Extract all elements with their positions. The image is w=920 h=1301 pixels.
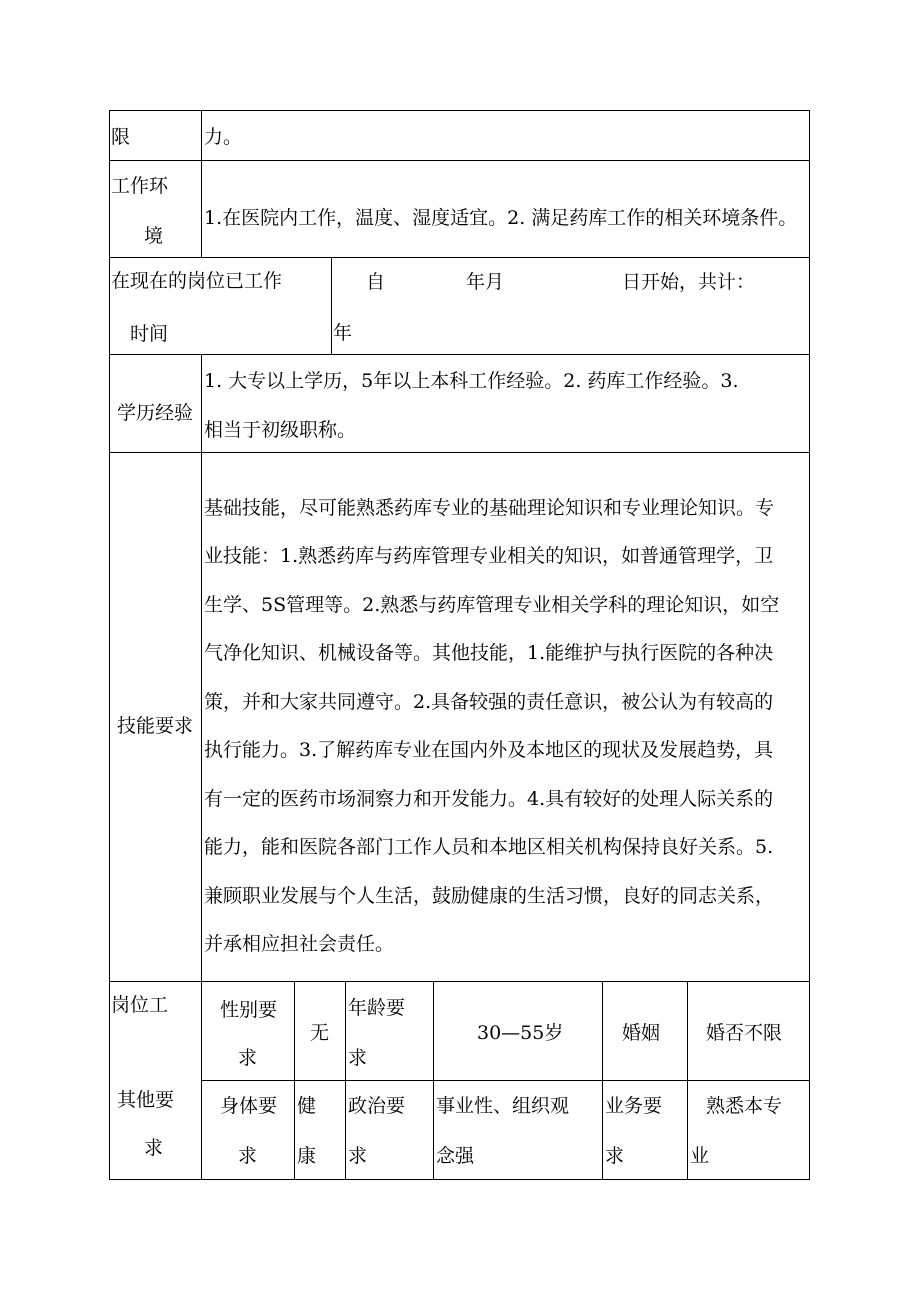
political-value-line1: 事业性、组织观	[436, 1095, 570, 1117]
skill-line: 有一定的医药市场洞察力和开发能力。4.具有较好的处理人际关系的	[204, 788, 774, 810]
skill-line: 生学、5S管理等。2.熟悉与药库管理专业相关学科的理论知识，如空	[204, 594, 780, 616]
skill-line: 执行能力。3.了解药库专业在国内外及本地区的现状及发展趋势，具	[204, 739, 774, 761]
skill-line: 策，并和大家共同遵守。2.具备较强的责任意识，被公认为有较高的	[204, 691, 774, 713]
env-label-line2: 境	[144, 225, 164, 247]
env-value: 1.在医院内工作，温度、湿度适宜。2. 满足药库工作的相关环境条件。	[204, 207, 798, 229]
edu-value-line1: 1. 大专以上学历，5年以上本科工作经验。2. 药库工作经验。3.	[204, 370, 739, 392]
time-year-month: 年月	[466, 271, 505, 293]
health-req-line2: 求	[238, 1145, 258, 1167]
age-req-line2: 求	[348, 1047, 368, 1069]
limit-value-cell	[201, 110, 810, 161]
gender-value: 无	[310, 1022, 330, 1044]
skill-line: 并承相应担社会责任。	[204, 933, 395, 955]
skill-label: 技能要求	[117, 715, 194, 737]
time-label-line1: 在现在的岗位已工作	[111, 270, 283, 292]
time-label-line2: 时间	[130, 323, 169, 345]
env-label-line1: 工作环	[111, 175, 169, 197]
health-value-line2: 康	[297, 1145, 317, 1167]
gender-req-line1: 性别要	[220, 999, 278, 1021]
other-label-line1: 岗位工	[111, 994, 169, 1016]
age-value: 30—55岁	[477, 1022, 564, 1044]
skill-line: 基础技能，尽可能熟悉药库专业的基础理论知识和专业理论知识。专	[204, 497, 775, 519]
skill-line: 业技能：1.熟悉药库与药库管理专业相关的知识，如普通管理学，卫	[204, 545, 774, 567]
limit-label: 限	[111, 126, 131, 148]
business-req-line1: 业务要	[605, 1095, 663, 1117]
political-value-line2: 念强	[436, 1145, 475, 1167]
health-req-line1: 身体要	[220, 1095, 278, 1117]
skill-line: 气净化知识、机械设备等。其他技能，1.能维护与执行医院的各种决	[204, 642, 774, 664]
political-req-line1: 政治要	[348, 1095, 406, 1117]
other-label-line3: 求	[144, 1137, 164, 1159]
edu-label: 学历经验	[117, 402, 194, 424]
marriage-label: 婚姻	[622, 1022, 661, 1044]
health-value-line1: 健	[297, 1095, 317, 1117]
other-label-line2: 其他要	[117, 1089, 175, 1111]
limit-value: 力。	[204, 126, 243, 148]
time-from: 自	[366, 271, 386, 293]
age-req-line1: 年龄要	[348, 997, 406, 1019]
marriage-value: 婚否不限	[706, 1022, 783, 1044]
business-value-line1: 熟悉本专	[706, 1095, 783, 1117]
skill-line: 兼顾职业发展与个人生活，鼓励健康的生活习惯，良好的同志关系，	[204, 885, 775, 907]
gender-req-line2: 求	[238, 1047, 258, 1069]
political-req-line2: 求	[348, 1145, 368, 1167]
skill-line: 能力，能和医院各部门工作人员和本地区相关机构保持良好关系。5.	[204, 836, 774, 858]
time-year: 年	[333, 322, 353, 344]
business-req-line2: 求	[605, 1145, 625, 1167]
business-value-line2: 业	[690, 1145, 710, 1167]
time-start-total: 日开始，共计：	[622, 271, 756, 293]
edu-value-line2: 相当于初级职称。	[204, 419, 357, 441]
